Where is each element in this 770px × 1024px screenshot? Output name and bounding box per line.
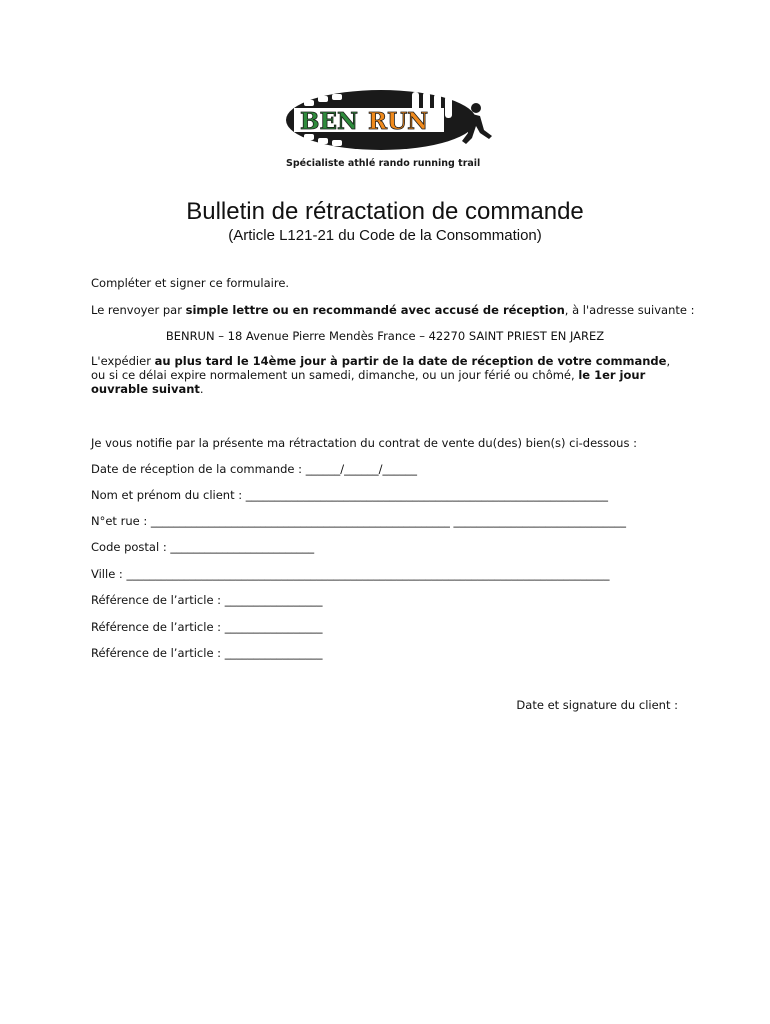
logo-text-ben: BEN <box>300 108 358 135</box>
return-address: BENRUN – 18 Avenue Pierre Mendès France – 42270 SAINT PRIEST EN JAREZ <box>165 329 605 343</box>
deadline-text-mid: , ou si ce délai expire normalement un samedi, dimanche, ou un jour férié ou chômé, <box>91 354 671 382</box>
deadline-text-end: . <box>199 382 204 396</box>
deadline-text-bold: au plus tard le 14ème jour à partir de la date de réception de votre commande <box>154 354 667 368</box>
shoe-print-logo-icon <box>286 86 496 174</box>
logo-tagline: Spécialiste athlé rando running trail <box>286 158 481 169</box>
signature-label[interactable]: Date et signature du client : <box>516 698 678 712</box>
deadline-text-bold2: le 1er jour ouvrable suivant <box>91 368 646 396</box>
document-title: Bulletin de rétractation de commande <box>186 198 584 225</box>
field-article-ref-3[interactable]: Référence de l’article : _________________ <box>91 646 323 660</box>
send-text-bold: simple lettre ou en recommandé avec accusé de réception <box>185 303 565 317</box>
field-city[interactable]: Ville : ____________________________________________________________________________________ <box>91 567 610 581</box>
field-date-reception[interactable]: Date de réception de la commande : ______/______/______ <box>91 462 417 476</box>
form-intro: Je vous notifie par la présente ma rétractation du contrat de vente du(des) bien(s) ci-dessous : <box>91 436 637 450</box>
logo-text-run: RUN <box>368 108 429 135</box>
send-text-post: , à l'adresse suivante : <box>564 303 695 317</box>
instruction-send <box>91 303 695 317</box>
send-text-pre: Le renvoyer par <box>91 303 186 317</box>
field-postal-code[interactable]: Code postal : _________________________ <box>91 540 315 554</box>
deadline-text-pre: L'expédier <box>91 354 155 368</box>
field-article-ref-1[interactable]: Référence de l’article : _________________ <box>91 593 323 607</box>
field-street[interactable]: N°et rue : ____________________________________________________ ______________________________ <box>91 514 627 528</box>
benrun-logo <box>286 86 496 174</box>
instruction-deadline <box>91 354 681 396</box>
instruction-complete: Compléter et signer ce formulaire. <box>91 276 290 290</box>
field-client-name[interactable]: Nom et prénom du client : _______________________________________________________________ <box>91 488 609 502</box>
field-article-ref-2[interactable]: Référence de l’article : _________________ <box>91 620 323 634</box>
document-subtitle: (Article L121-21 du Code de la Consommation) <box>228 227 542 244</box>
